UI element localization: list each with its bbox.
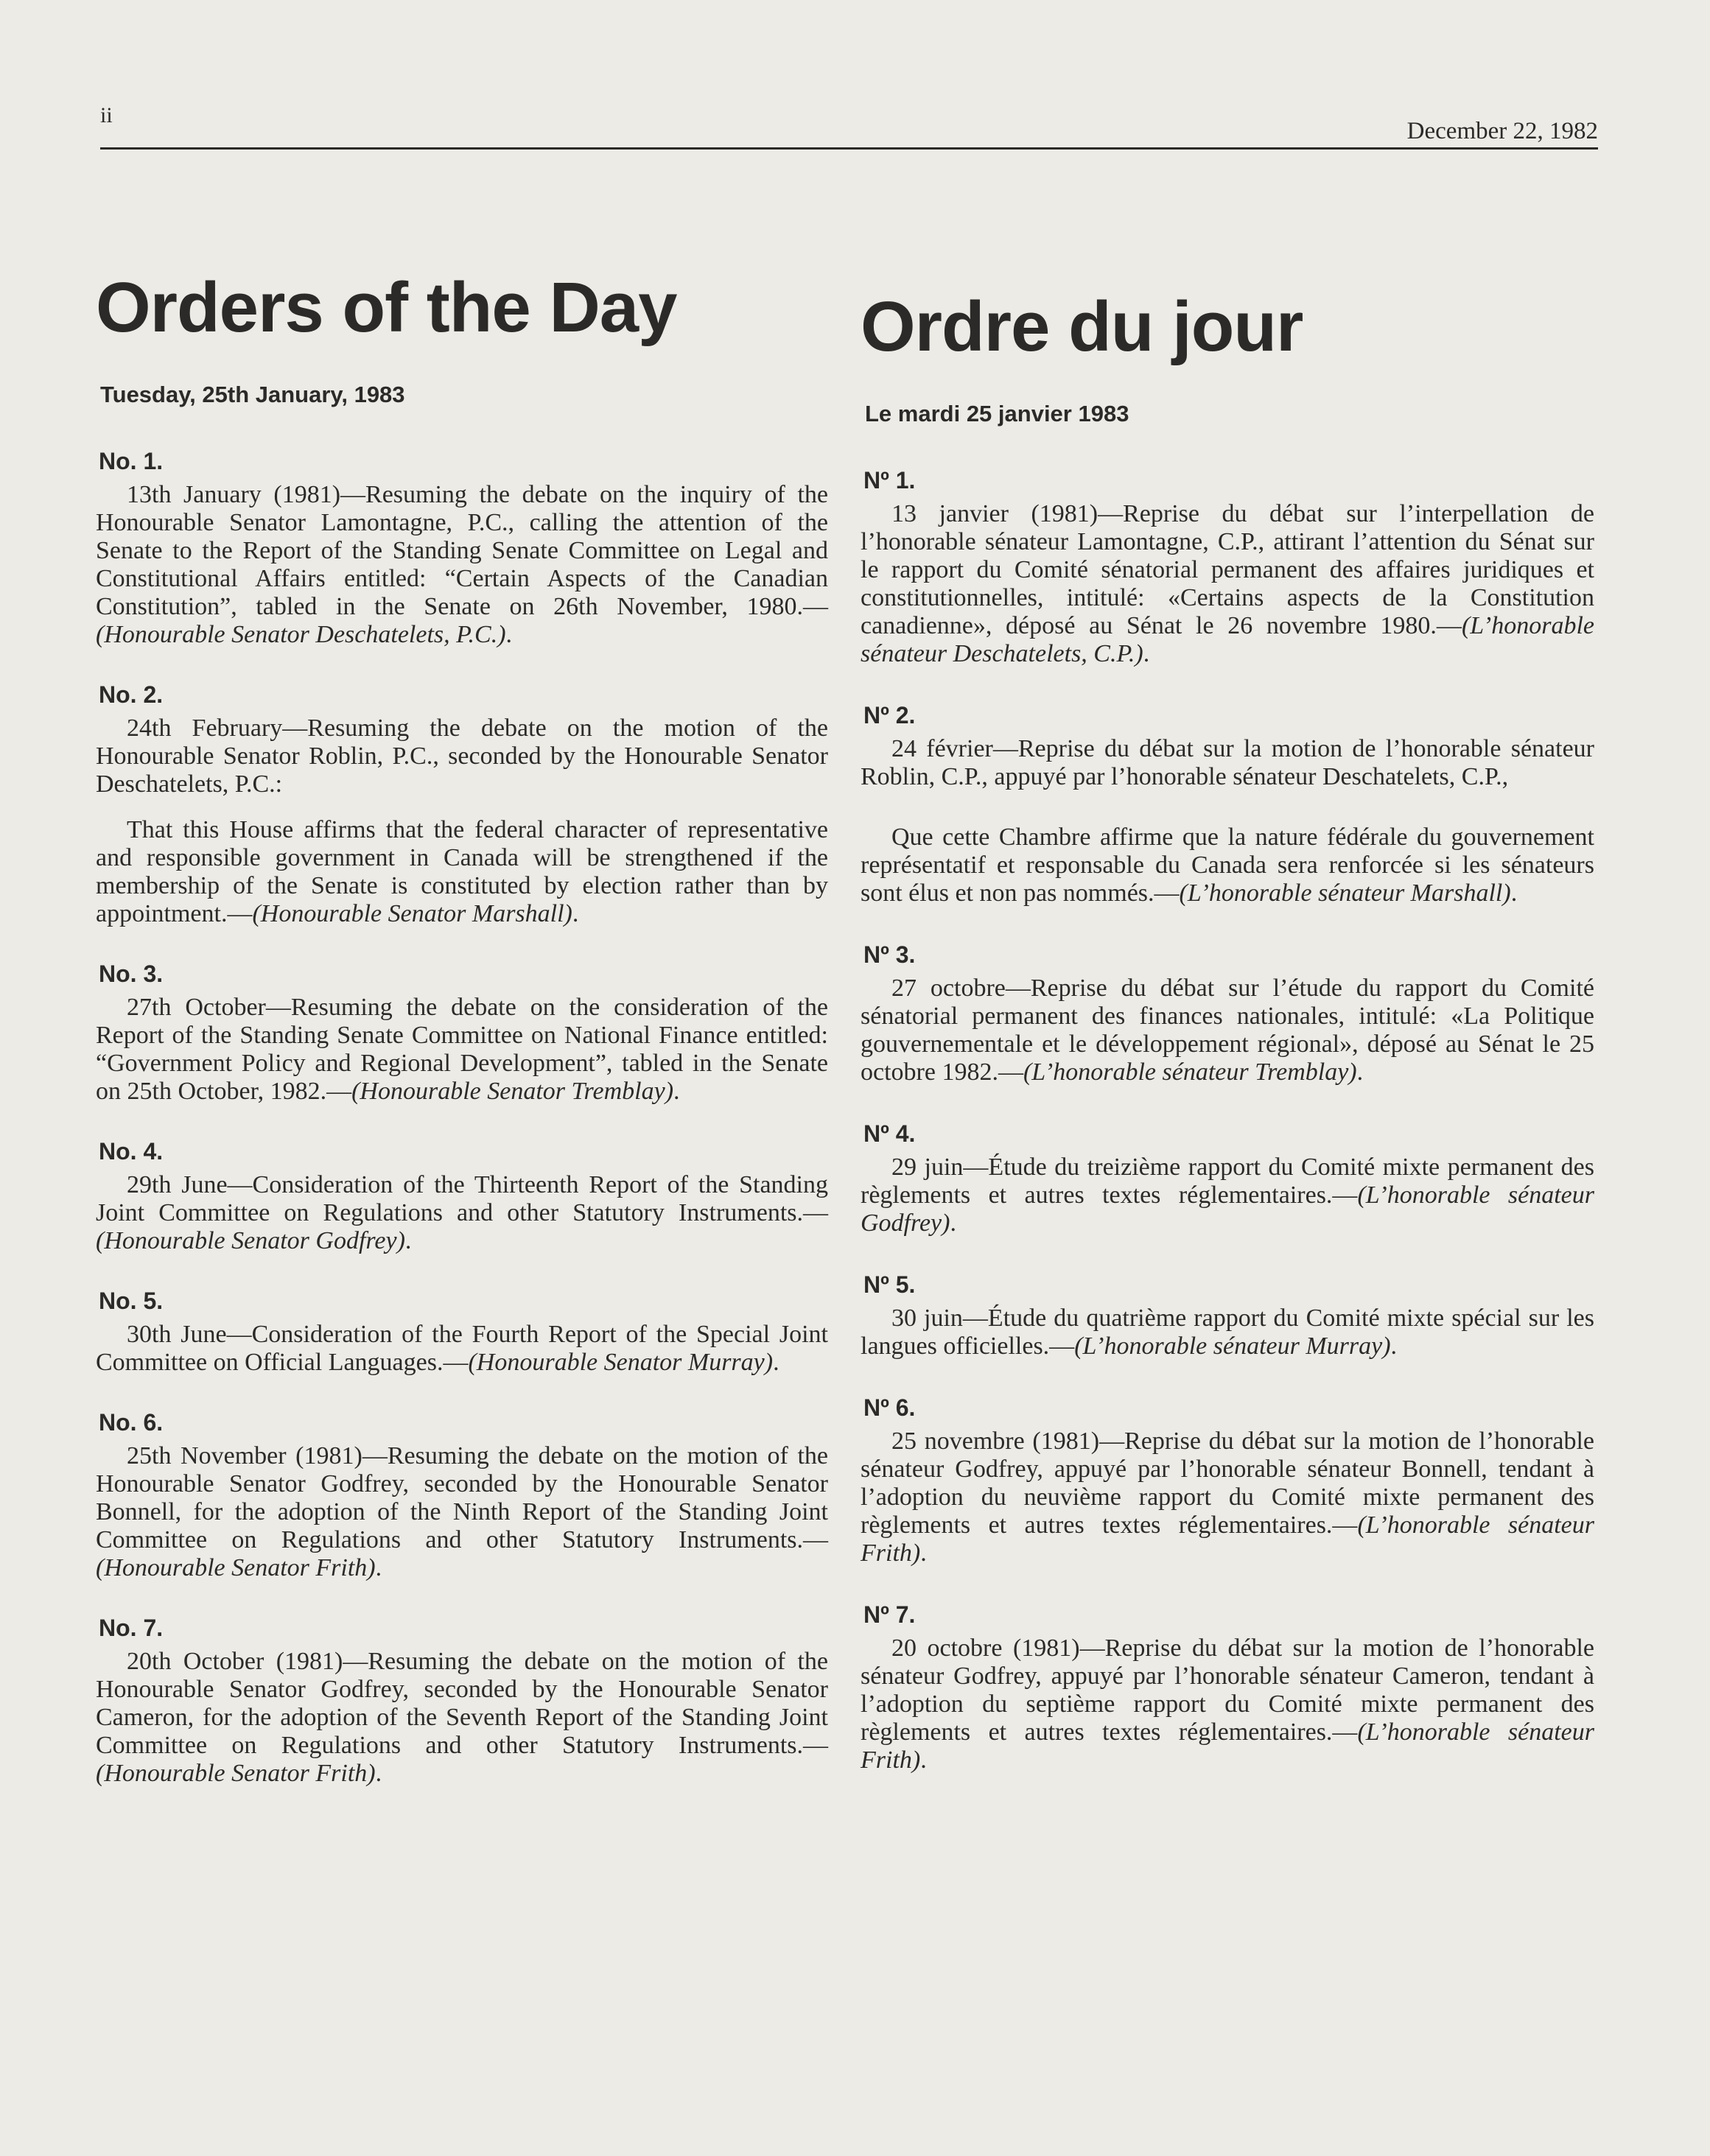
order-reference: (Honourable Senator Marshall) — [252, 900, 572, 927]
english-title: Orders of the Day — [96, 268, 677, 347]
order-reference: (L’honorable sénateur Frith) — [861, 1511, 1594, 1567]
order-text: 13th January (1981)—Resuming the debate on the inquiry of the Honourable Senator Lamontagne, P.C., calling the attention of the Senate to the Report of the Standing Senate Committee on Legal and Constitutional Affairs entitled: “Certain Aspects of the Canadian Constitution”, tabled in the Senate on 26th November, 1980.—(Honourable Senator Deschatelets, P.C.). — [96, 481, 828, 648]
order-number: Nº 5. — [863, 1271, 916, 1298]
order-number: Nº 1. — [863, 467, 916, 494]
order-number: No. 7. — [99, 1615, 164, 1641]
order-number: Nº 6. — [863, 1394, 916, 1421]
order-item — [861, 702, 1594, 907]
order-number: No. 6. — [99, 1409, 164, 1436]
motion-text: That this House affirms that the federal character of representative and responsible government in Canada will be strengthened if the membership of the Senate is constituted by election rather than by appointment.—(Honourable Senator Marshall). — [96, 816, 828, 927]
order-reference: (Honourable Senator Tremblay) — [351, 1078, 674, 1105]
order-item — [96, 961, 828, 1106]
header-rule — [100, 147, 1598, 150]
english-date: Tuesday, 25th January, 1983 — [100, 382, 405, 407]
order-item — [861, 1120, 1594, 1237]
order-reference: (Honourable Senator Frith) — [96, 1760, 376, 1787]
french-column — [861, 273, 1594, 1808]
order-reference: (L’honorable sénateur Frith) — [861, 1718, 1594, 1774]
order-number: No. 3. — [99, 961, 164, 987]
order-text: 20 octobre (1981)—Reprise du débat sur la motion de l’honorable sénateur Godfrey, appuyé par l’honorable sénateur Cameron, tendant à l’adoption du septième rapport du Comité mixte permanent des règlements et autres textes réglementaires.—(L’honorable sénateur Frith). — [861, 1634, 1594, 1774]
order-reference: (Honourable Senator Frith) — [96, 1554, 376, 1581]
order-number: No. 5. — [99, 1288, 164, 1314]
order-text: 29th June—Consideration of the Thirteenth Report of the Standing Joint Committee on Regulations and other Statutory Instruments.—(Honourable Senator Godfrey). — [96, 1171, 828, 1254]
order-reference: (L’honorable sénateur Tremblay) — [1023, 1058, 1357, 1086]
order-item — [861, 941, 1594, 1086]
page-date: December 22, 1982 — [1406, 118, 1598, 144]
order-reference: (L’honorable sénateur Marshall) — [1179, 879, 1511, 907]
order-item — [96, 681, 828, 928]
order-item — [96, 448, 828, 649]
order-number: Nº 7. — [863, 1601, 916, 1628]
order-reference: (L’honorable sénateur Godfrey) — [861, 1181, 1594, 1237]
order-text: 25th November (1981)—Resuming the debate on the motion of the Honourable Senator Godfrey, seconded by the Honourable Senator Bonnell, for the adoption of the Ninth Report of the Standing Joint Committee on Regulations and other Statutory Instruments.—(Honourable Senator Frith). — [96, 1442, 828, 1581]
order-text: 20th October (1981)—Resuming the debate on the motion of the Honourable Senator Godfrey, seconded by the Honourable Senator Cameron, for the adoption of the Seventh Report of the Standing Joint Committee on Regulations and other Statutory Instruments.—(Honourable Senator Frith). — [96, 1648, 828, 1787]
order-item — [96, 1615, 828, 1788]
order-number: Nº 4. — [863, 1120, 916, 1147]
motion-text: Que cette Chambre affirme que la nature fédérale du gouvernement représentatif et responsable du Canada sera renforcée si les sénateurs sont élus et non pas nommés.—(L’honorable sénateur Marshall). — [861, 824, 1594, 907]
order-number: Nº 3. — [863, 941, 916, 968]
order-reference: (Honourable Senator Deschatelets, P.C.) — [96, 621, 506, 648]
order-text: 27 octobre—Reprise du débat sur l’étude du rapport du Comité sénatorial permanent des finances nationales, intitulé: «La Politique gouvernementale et le développement régional», déposé au Sénat le 25 octobre 1982.—(L’honorable sénateur Tremblay). — [861, 975, 1594, 1086]
order-item — [96, 1409, 828, 1582]
order-text: 27th October—Resuming the debate on the consideration of the Report of the Standing Senate Committee on National Finance entitled: “Government Policy and Regional Development”, tabled in the Senate on 25th October, 1982.—(Honourable Senator Tremblay). — [96, 994, 828, 1105]
french-date: Le mardi 25 janvier 1983 — [865, 401, 1129, 426]
order-text: 29 juin—Étude du treizième rapport du Comité mixte permanent des règlements et autres textes réglementaires.—(L’honorable sénateur Godfrey). — [861, 1154, 1594, 1237]
order-reference: (L’honorable sénateur Murray) — [1074, 1332, 1391, 1360]
order-number: No. 4. — [99, 1138, 164, 1165]
order-text: 24th February—Resuming the debate on the motion of the Honourable Senator Roblin, P.C., seconded by the Honourable Senator Deschatelets, P.C.: — [96, 714, 828, 798]
order-reference: (Honourable Senator Murray) — [468, 1349, 774, 1376]
order-reference: (Honourable Senator Godfrey) — [96, 1227, 405, 1254]
order-item — [861, 467, 1594, 668]
order-item — [96, 1288, 828, 1377]
order-item — [861, 1271, 1594, 1360]
order-number: Nº 2. — [863, 702, 916, 728]
order-text: 30th June—Consideration of the Fourth Report of the Special Joint Committee on Official Languages.—(Honourable Senator Murray). — [96, 1321, 828, 1376]
order-text: 24 février—Reprise du débat sur la motion de l’honorable sénateur Roblin, C.P., appuyé par l’honorable sénateur Deschatelets, C.P., — [861, 735, 1594, 790]
order-number: No. 2. — [99, 681, 164, 708]
order-item — [96, 1138, 828, 1255]
order-reference: (L’honorable sénateur Deschatelets, C.P.) — [861, 612, 1594, 667]
order-item — [861, 1394, 1594, 1567]
order-text: 13 janvier (1981)—Reprise du débat sur l’interpellation de l’honorable sénateur Lamontagne, C.P., attirant l’attention du Sénat sur le rapport du Comité sénatorial permanent des affaires juridiques et constitutionnelles, intitulé: «Certains aspects de la Constitution canadienne», déposé au Sénat le 26 novembre 1980.—(L’honorable sénateur Deschatelets, C.P.). — [861, 500, 1594, 667]
order-text: 25 novembre (1981)—Reprise du débat sur la motion de l’honorable sénateur Godfrey, appuyé par l’honorable sénateur Bonnell, tendant à l’adoption du neuvième rapport du Comité mixte permanent des règlements et autres textes réglementaires.—(L’honorable sénateur Frith). — [861, 1428, 1594, 1567]
order-item — [861, 1601, 1594, 1774]
page-number: ii — [100, 103, 113, 127]
order-number: No. 1. — [99, 448, 164, 474]
order-text: 30 juin—Étude du quatrième rapport du Comité mixte spécial sur les langues officielles.—(L’honorable sénateur Murray). — [861, 1305, 1594, 1360]
english-column — [96, 268, 828, 1820]
french-title: Ordre du jour — [861, 287, 1303, 366]
